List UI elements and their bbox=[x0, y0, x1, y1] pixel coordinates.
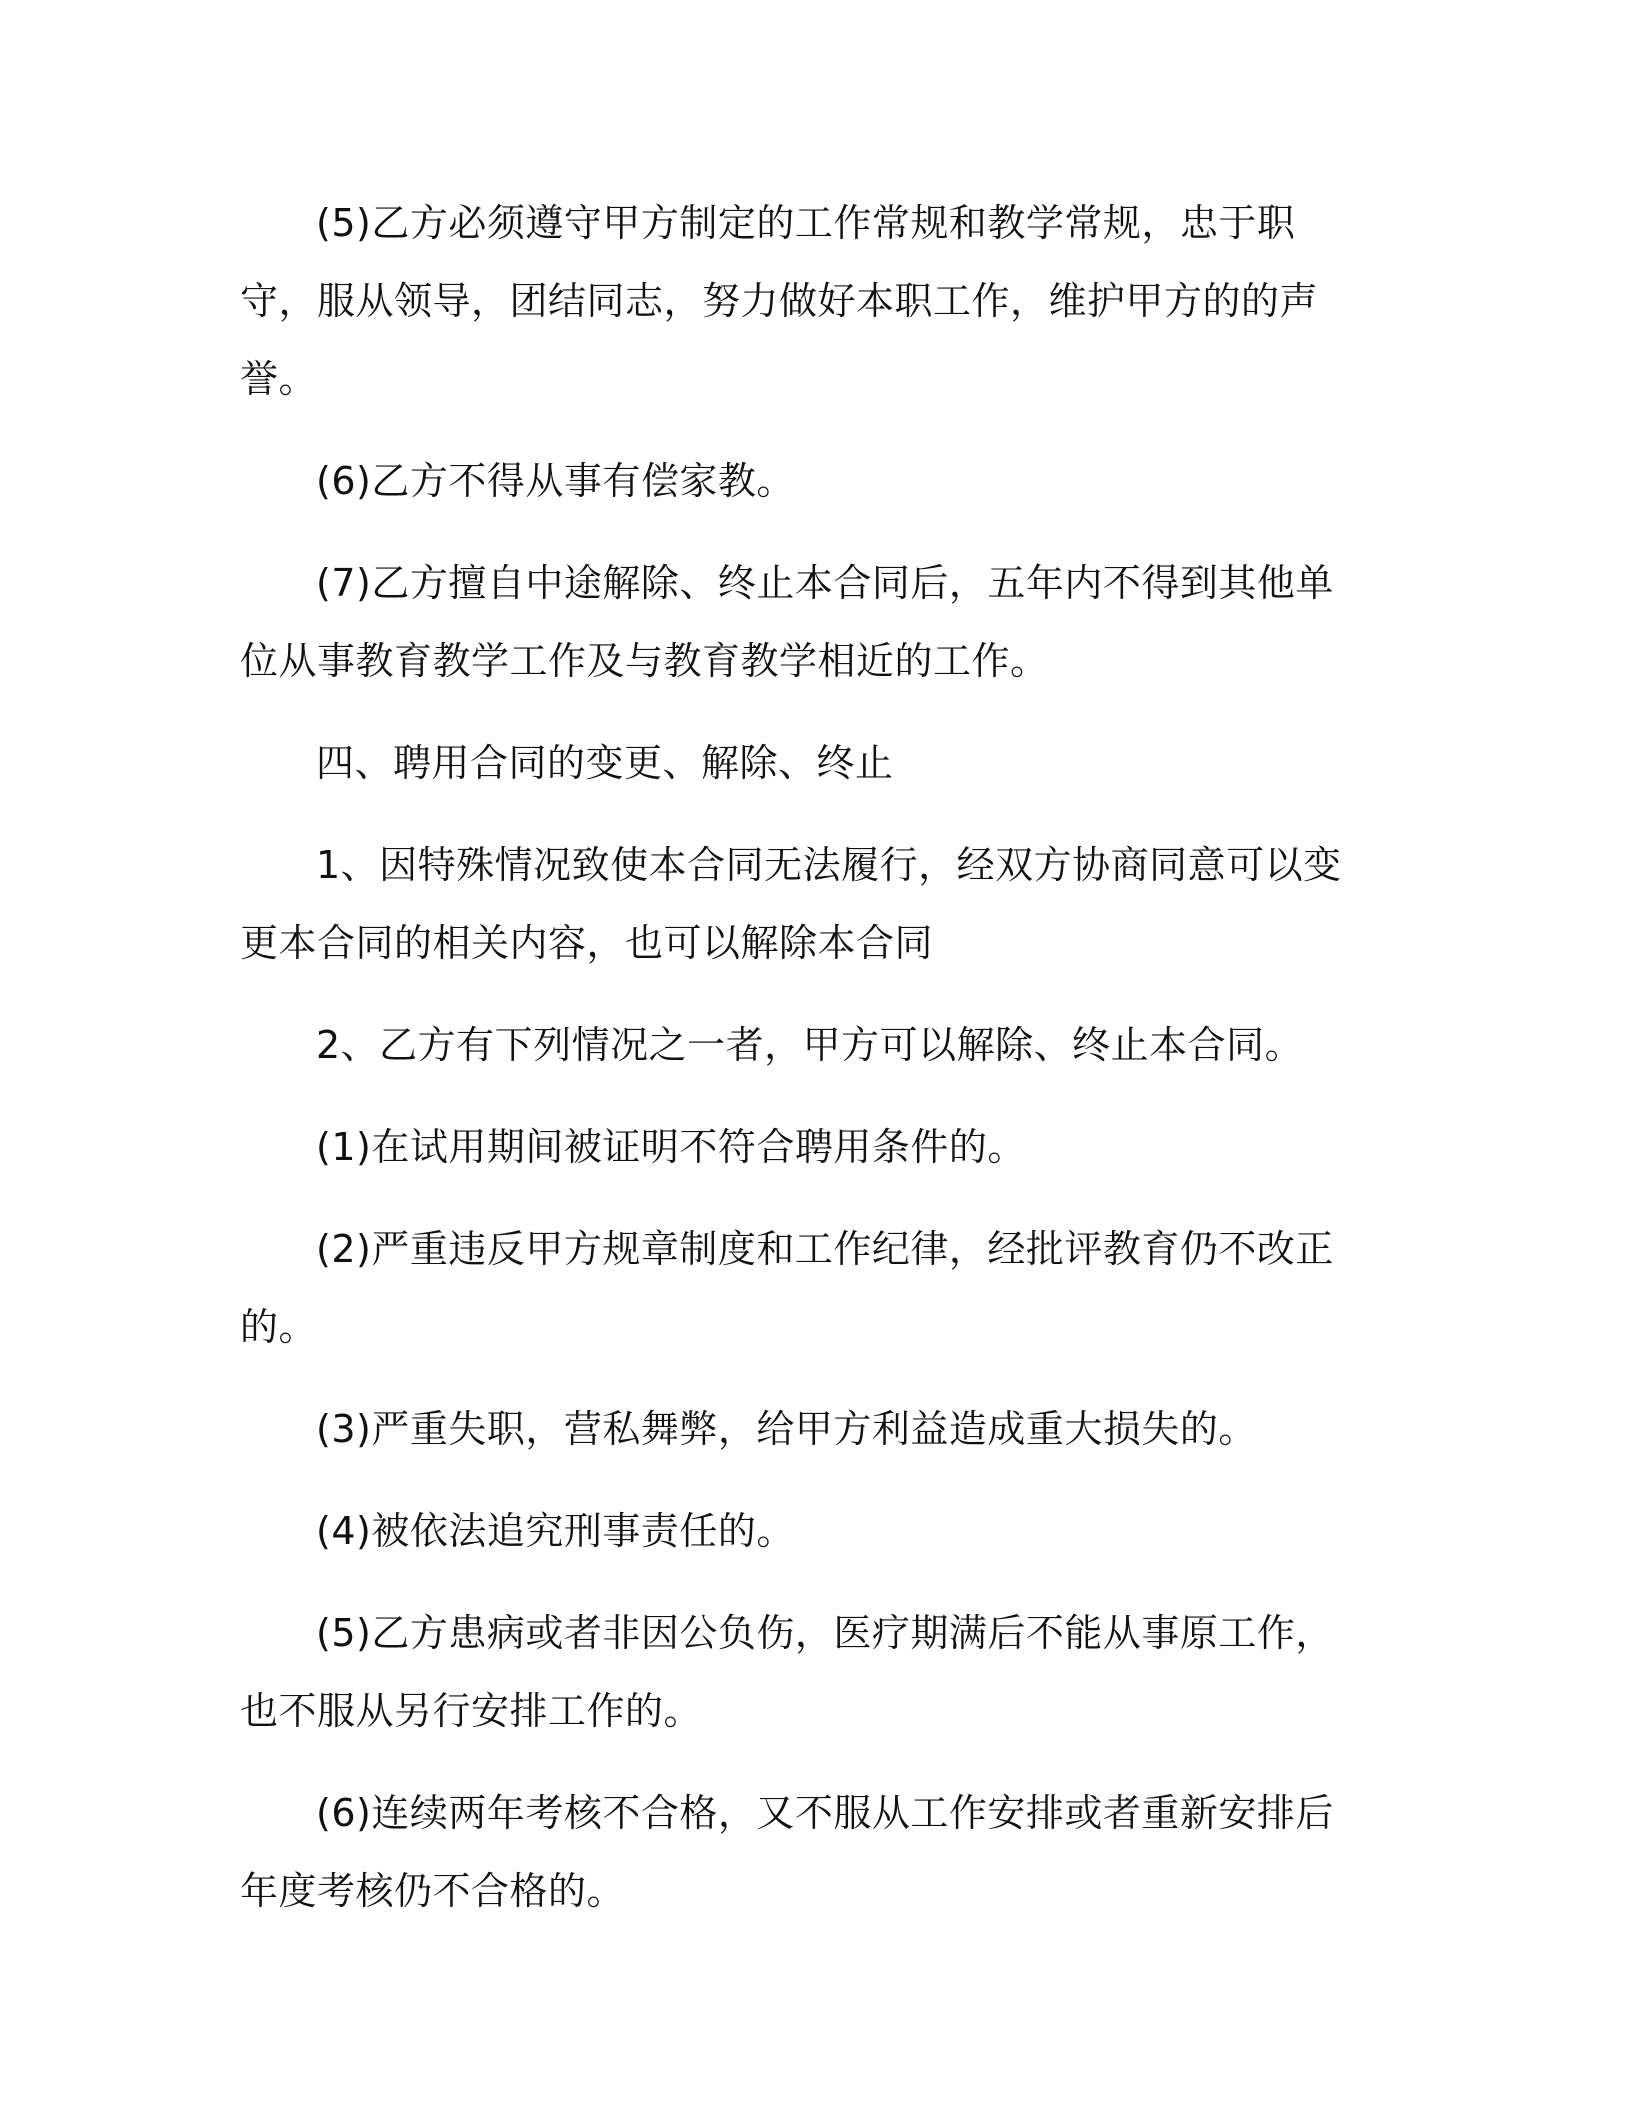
paragraph-sub-6: (6)连续两年考核不合格，又不服从工作安排或者重新安排后年度考核仍不合格的。 bbox=[240, 1791, 1334, 1913]
paragraph-item-2: 2、乙方有下列情况之一者，甲方可以解除、终止本合同。 bbox=[316, 1023, 1304, 1067]
paragraph-sub-3: (3)严重失职，营私舞弊，给甲方利益造成重大损失的。 bbox=[316, 1407, 1257, 1451]
paragraph-sub-2: (2)严重违反甲方规章制度和工作纪律，经批评教育仍不改正的。 bbox=[240, 1227, 1334, 1349]
paragraph-clause-5: (5)乙方必须遵守甲方制定的工作常规和教学常规，忠于职守，服从领导，团结同志，努力做好本职工作，维护甲方的的声誉。 bbox=[240, 201, 1319, 401]
paragraph-sub-1: (1)在试用期间被证明不符合聘用条件的。 bbox=[316, 1125, 1026, 1169]
paragraph-sub-4: (4)被依法追究刑事责任的。 bbox=[316, 1509, 795, 1553]
document-body bbox=[240, 184, 1370, 1954]
paragraph-item-1: 1、因特殊情况致使本合同无法履行，经双方协商同意可以变更本合同的相关内容，也可以解除本合同 bbox=[240, 843, 1342, 965]
section-heading-4: 四、聘用合同的变更、解除、终止 bbox=[316, 741, 894, 785]
paragraph-clause-6: (6)乙方不得从事有偿家教。 bbox=[316, 459, 795, 503]
paragraph-clause-7: (7)乙方擅自中途解除、终止本合同后，五年内不得到其他单位从事教育教学工作及与教育教学相近的工作。 bbox=[240, 561, 1334, 683]
paragraph-sub-5: (5)乙方患病或者非因公负伤，医疗期满后不能从事原工作，也不服从另行安排工作的。 bbox=[240, 1611, 1334, 1733]
